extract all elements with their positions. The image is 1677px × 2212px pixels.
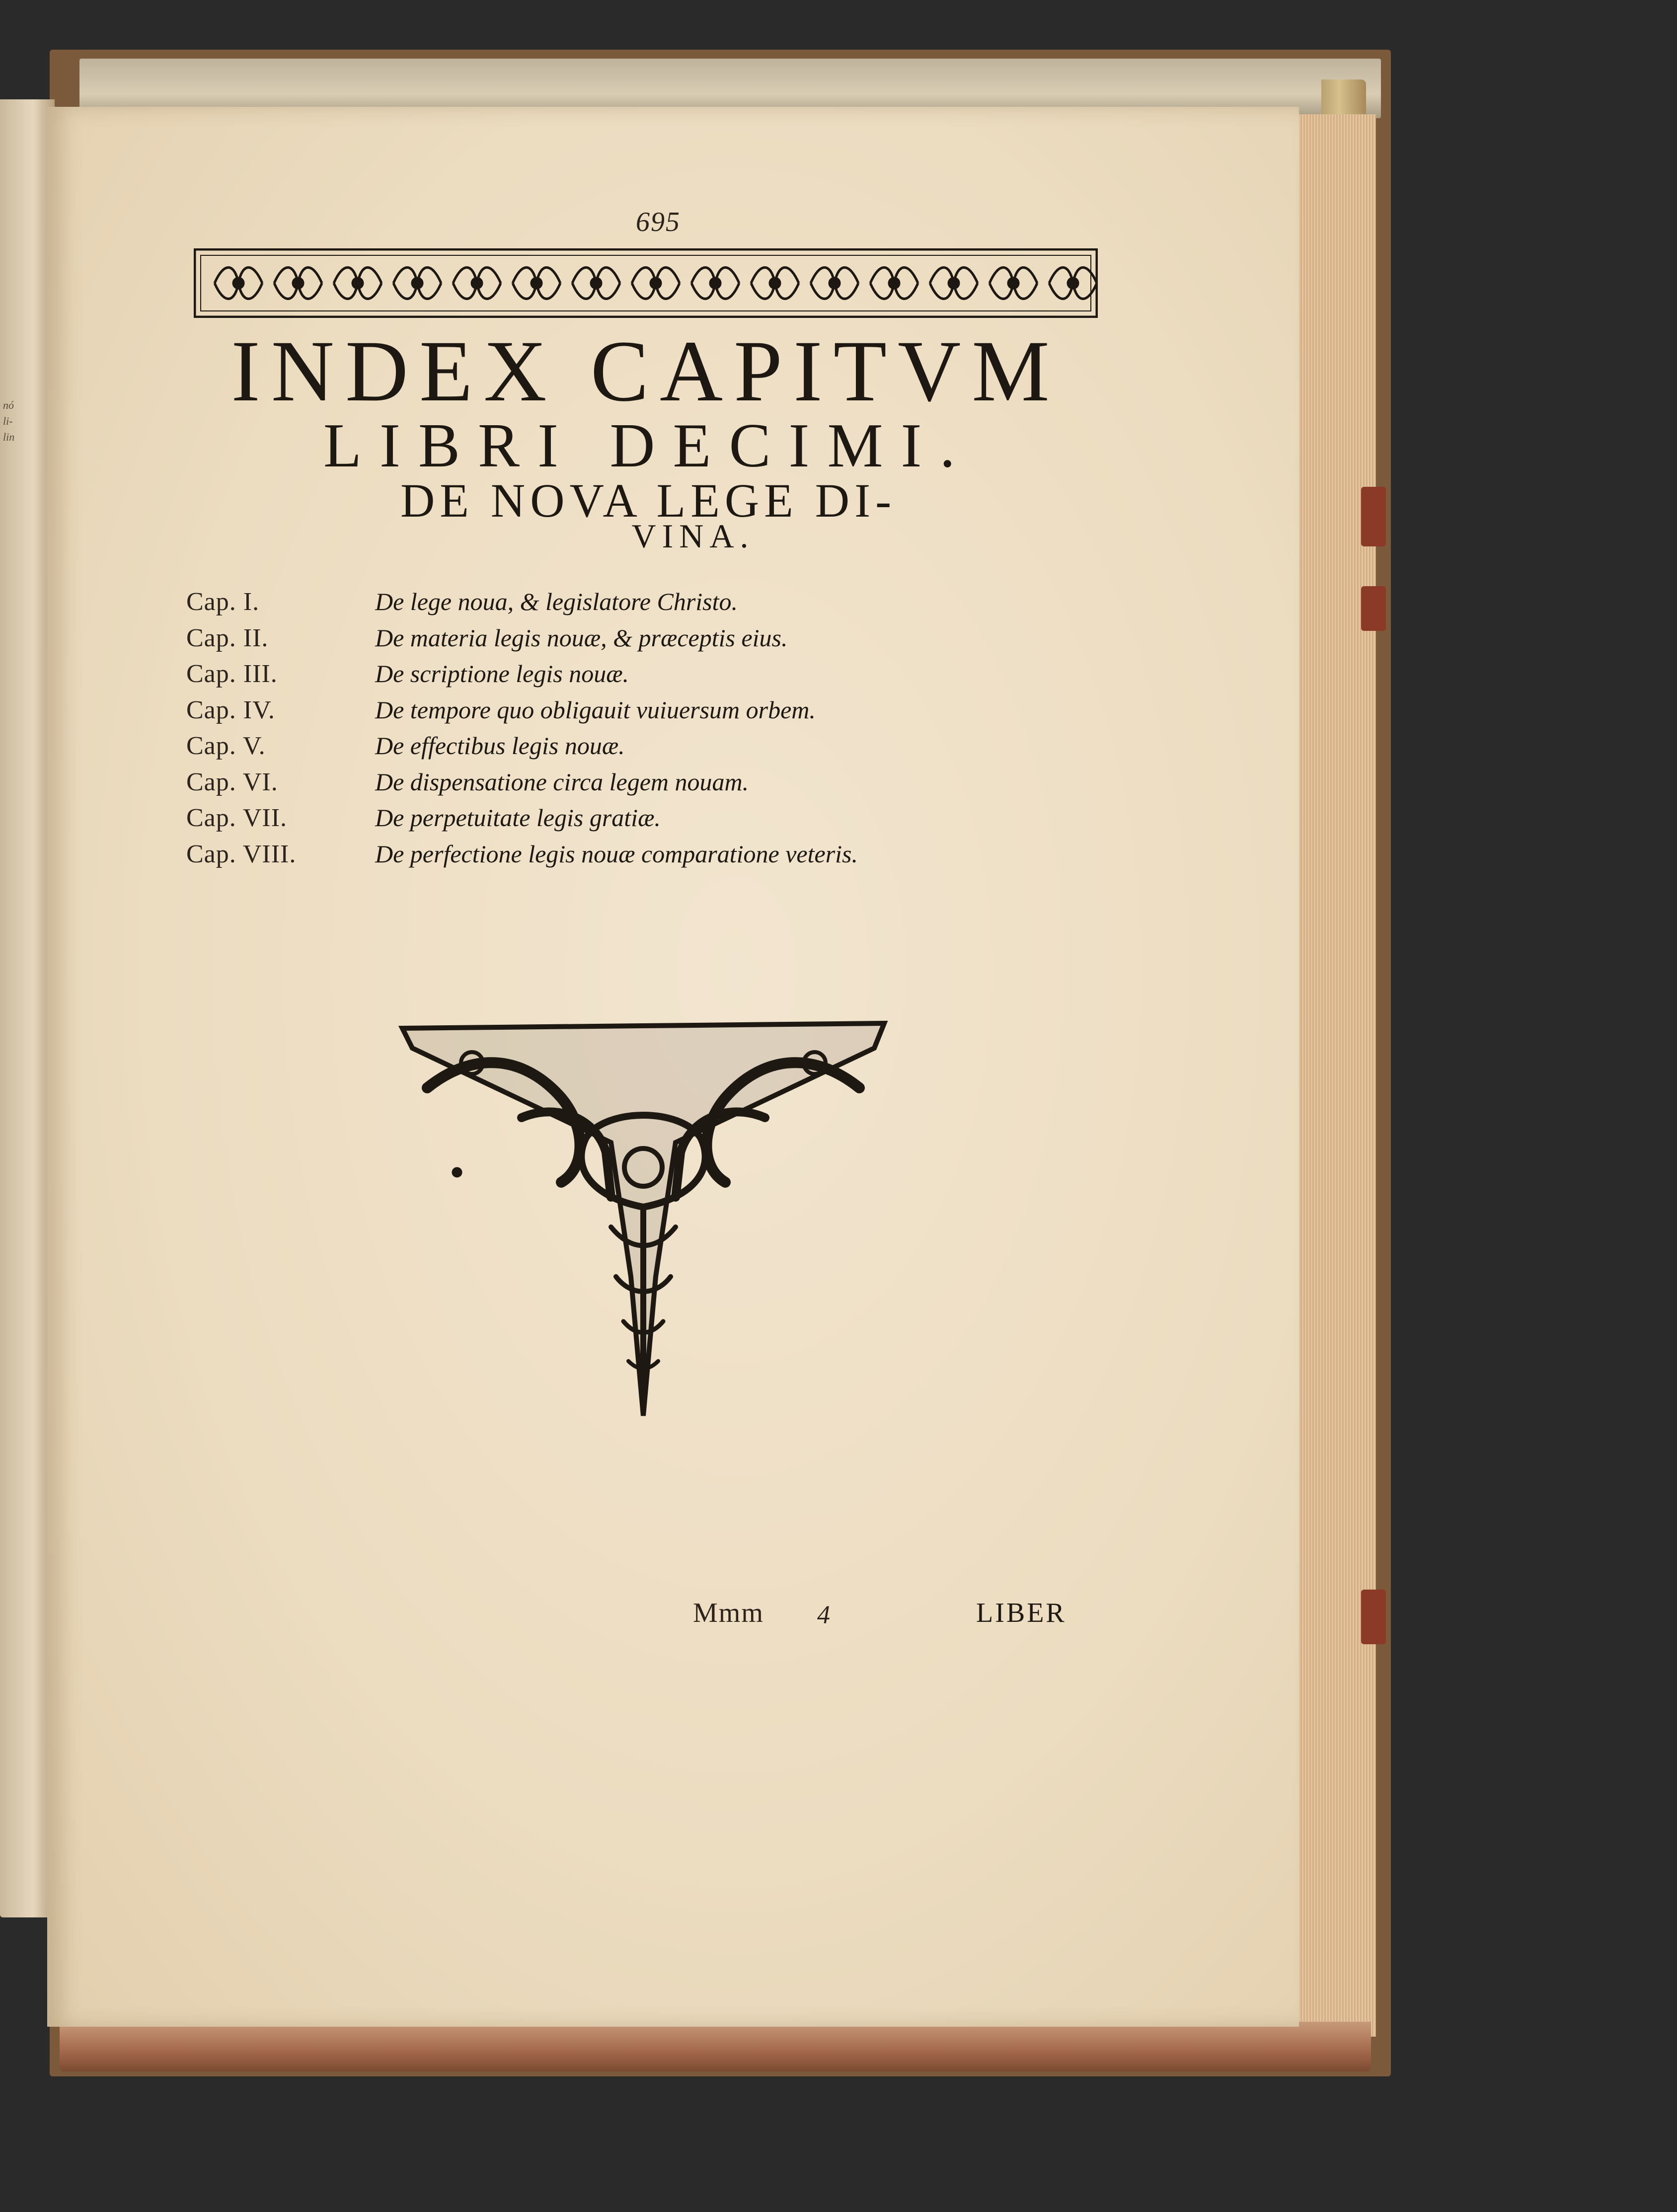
chapter-number: Cap. III. bbox=[186, 660, 278, 688]
chapter-row bbox=[186, 587, 956, 623]
chapter-number: Cap. II. bbox=[186, 623, 269, 652]
chapter-number: Cap. V. bbox=[186, 732, 266, 760]
page-edges bbox=[1287, 114, 1376, 2037]
chapter-number: Cap. IV. bbox=[186, 695, 275, 724]
signature-mark: Mmm bbox=[693, 1598, 764, 1628]
chapter-row bbox=[186, 767, 956, 804]
chapter-row bbox=[186, 803, 956, 839]
bookmark-tab bbox=[1361, 586, 1386, 631]
signature-number: 4 bbox=[817, 1601, 830, 1629]
page-title-line-3: DE NOVA LEGE DI- bbox=[400, 474, 897, 527]
ornamental-band bbox=[194, 248, 1098, 318]
chapter-title: De dispensatione circa legem nouam. bbox=[375, 767, 749, 796]
page-title-line-1: INDEX CAPITVM bbox=[231, 323, 1061, 420]
chapter-row bbox=[186, 731, 956, 767]
chapter-index bbox=[186, 587, 956, 875]
catchword: LIBER bbox=[976, 1598, 1067, 1628]
bookmark-tab bbox=[1361, 1590, 1386, 1644]
chapter-title: De scriptione legis nouæ. bbox=[375, 660, 629, 687]
chapter-title: De tempore quo obligauit vuiuersum orbem. bbox=[375, 695, 816, 724]
chapter-title: De perfectione legis nouæ comparatione veteris. bbox=[375, 839, 858, 868]
page-title-line-2: LIBRI DECIMI. bbox=[323, 411, 973, 480]
ornamental-tailpiece bbox=[397, 1018, 889, 1426]
chapter-title: De lege noua, & legislatore Christo. bbox=[375, 588, 738, 615]
chapter-number: Cap. VI. bbox=[186, 767, 278, 796]
bookmark-tab bbox=[1361, 487, 1386, 546]
chapter-title: De effectibus legis nouæ. bbox=[375, 732, 625, 760]
chapter-row bbox=[186, 659, 956, 695]
chapter-number: Cap. VII. bbox=[186, 804, 288, 832]
left-page-fragment: nó li- lin bbox=[3, 399, 15, 443]
page-title-line-4: VINA. bbox=[631, 517, 755, 555]
chapter-number: Cap. VIII. bbox=[186, 839, 297, 868]
chapter-number: Cap. I. bbox=[186, 588, 260, 616]
left-page-edge bbox=[0, 99, 55, 1917]
chapter-row bbox=[186, 695, 956, 732]
chapter-title: De perpetuitate legis gratiæ. bbox=[375, 804, 661, 832]
chapter-row bbox=[186, 623, 956, 660]
chapter-row bbox=[186, 839, 956, 876]
bottom-edge bbox=[60, 2022, 1371, 2071]
chapter-title: De materia legis nouæ, & præceptis eius. bbox=[375, 623, 788, 652]
page-number: 695 bbox=[636, 207, 681, 237]
